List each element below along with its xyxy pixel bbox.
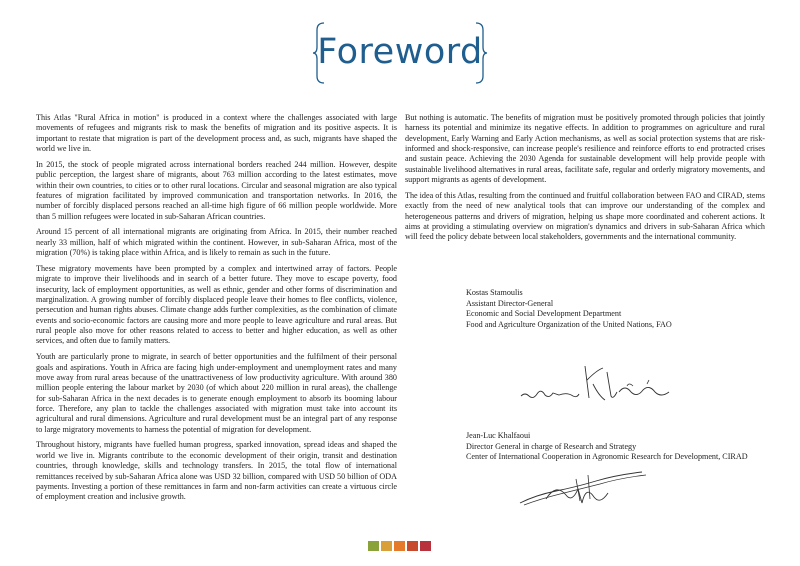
signatory-name: Jean-Luc Khalfaoui xyxy=(466,431,531,440)
paragraph: These migratory movements have been prompted by a complex and intertwined array of factors. People migrate to improve their livelihoods and in search of a better future. They move to escape poverty, food insecurity, lack of employment opportunities, as well as ethnic, gender and other forms of discrimination and marginalization. A growing number of forcibly displaced people leave their homes to flee conflicts, violence, persecution and human rights abuses. Climate change adds further complexities, as the combination of climate events and socio-economic factors are causing more and more people to leave agriculture and rural areas. But rural people also move for other reasons related to access to better and higher education, as well as other services, and often due to family matters. xyxy=(36,263,397,346)
color-swatch xyxy=(407,541,418,551)
paragraph: Youth are particularly prone to migrate, in search of better opportunities and the fulfilment of their personal goals and aspirations. Youth in Africa are facing high under-employment and unemployment rates and many move away from rural areas because of the unattractiveness of low productivity agriculture. With around 380 million people entering the labour market by 2030 (of which about 220 million in rural areas), the challenge for sub-Saharan Africa in the next decades is to generate enough employment to absorb its booming labour force. Therefore, any plan to tackle the challenges associated with migration must take into account its agricultural and rural dimensions. Agriculture and rural development must be an integral part of any response to large migratory movements to harness the potential of migration for development. xyxy=(36,352,397,434)
paragraph: But nothing is automatic. The benefits of migration must be positively promoted through policies that jointly harness its potential and minimize its negative effects. In addition to programmes on agriculture and rural development, Early Warning and Early Action mechanisms, as well as social protection systems that are risk-informed and shock-responsive, can increase people's resilience and reinforce efforts to end protracted crises and sustain peace. Achieving the 2030 Agenda for sustainable development will help provide people with sustainable livelihood alternatives in rural areas, facilitate safe, regular and orderly migratory movements, and support migrants as agents of development. xyxy=(405,113,765,185)
signatory-title: Director General in charge of Research and Strategy xyxy=(466,441,637,451)
signatory-block-cirad xyxy=(466,431,748,463)
paragraph: Around 15 percent of all international migrants are originating from Africa. In 2015, their number reached nearly 33 million, half of which migrated within the continent. However, in sub-Saharan Africa, most of the migration (70%) is taking place within Africa, and is likely to remain as such in the future. xyxy=(36,227,397,258)
paragraph: Throughout history, migrants have fuelled human progress, sparked innovation, spread ideas and shaped the world we live in. Migrants contribute to the economic development of their origin, transit and destination countries, through knowledge, skills and technology transfers. In 2015, the total flow of international remittances received by sub-Saharan Africa alone was USD 32 billion, compared with USD 50 billion of ODA payments. Investing a portion of these remittances in farm and non-farm activities can create a virtuous circle of employment creation and inclusive growth. xyxy=(36,440,397,502)
signatory-organization: Food and Agriculture Organization of the United Nations, FAO xyxy=(466,319,672,329)
color-swatch xyxy=(368,541,379,551)
paragraph: In 2015, the stock of people migrated across international borders reached 244 million. However, despite public perception, the largest share of migrants, about 763 million according to the latest estimates, move within their own countries, to cities or to other rural locations. Circular and seasonal migration are also typical features of migration facilitated by improved communication and transportation networks. In 2016, the number of forcibly displaced persons reached an all-time high figure of 66 million people worldwide. More than 5 million refugees were located in sub-Saharan African countries. xyxy=(36,159,397,221)
color-swatch xyxy=(381,541,392,551)
color-swatch xyxy=(394,541,405,551)
title-frame xyxy=(312,22,488,84)
signatory-department: Economic and Social Development Department xyxy=(466,309,622,319)
color-swatch-strip xyxy=(368,541,433,551)
signature-khalfaoui-icon xyxy=(516,469,651,509)
left-column xyxy=(36,113,397,508)
signature-stamoulis-icon xyxy=(515,362,675,408)
color-swatch xyxy=(420,541,431,551)
signatory-name: Kostas Stamoulis xyxy=(466,288,523,297)
signatory-block-fao xyxy=(466,288,672,330)
signatory-organization: Center of International Cooperation in Agronomic Research for Development, CIRAD xyxy=(466,452,748,462)
right-column xyxy=(405,113,765,248)
page-title: Foreword xyxy=(317,32,483,72)
right-bracket-icon xyxy=(474,22,488,84)
paragraph: The idea of this Atlas, resulting from the continued and fruitful collaboration between FAO and CIRAD, stems exactly from the need of new analytical tools that can improve our understanding of the complex and heterogeneous patterns and drivers of migration, helping us shape more coordinated and coherent actions. It aims at providing a stimulating overview on migration's dynamics and drivers in sub-Saharan Africa which will feed the policy debate between local stakeholders, governments and the international community. xyxy=(405,190,765,242)
signatory-title: Assistant Director-General xyxy=(466,298,554,308)
paragraph: This Atlas "Rural Africa in motion" is produced in a context where the challenges associated with large movements of refugees and migrants risk to mask the benefits of migration and its positive aspects. It is important to restate that migration is part of the development process and, as such, migrants have shaped the world we live in. xyxy=(36,113,397,154)
